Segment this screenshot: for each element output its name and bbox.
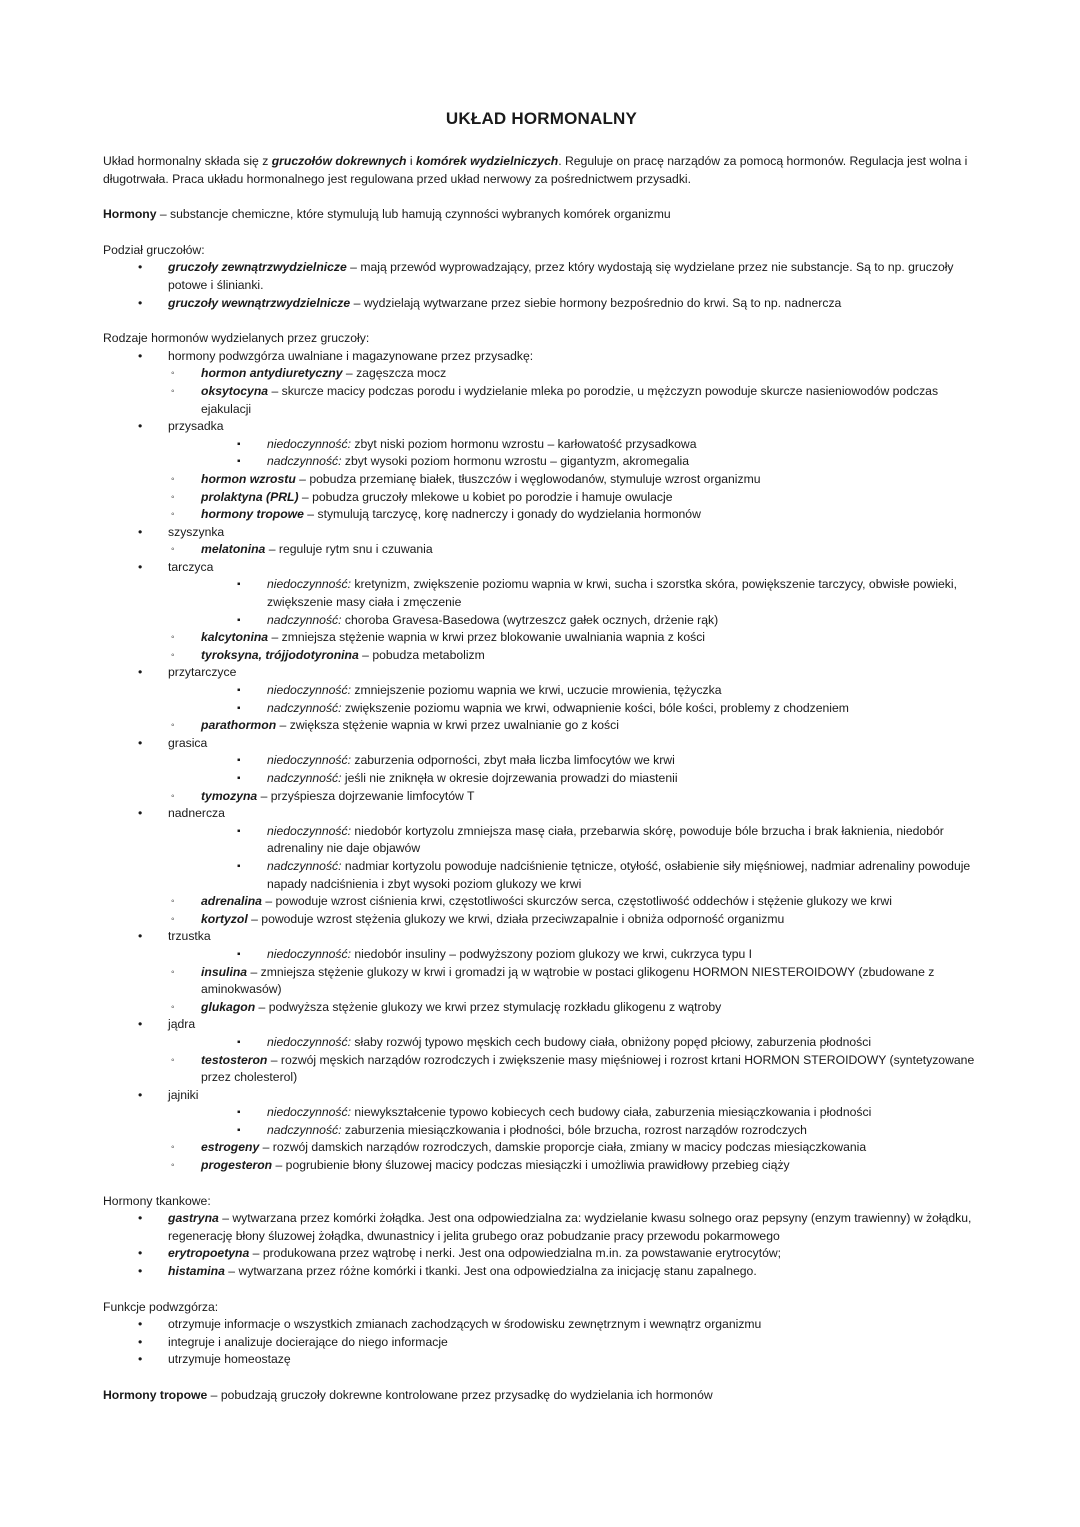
- dysfunction-list: [201, 1104, 980, 1139]
- item-term: testosteron: [201, 1052, 268, 1067]
- item-text: – powoduje wzrost ciśnienia krwi, częstotliwości skurczów serca, częstotliwość oddechów i stężenie glukozy we krwi: [261, 894, 892, 909]
- item-term: nadczynność:: [267, 454, 342, 469]
- item-term: niedoczynność:: [267, 436, 352, 451]
- gland-name: • przysadka: [168, 419, 224, 434]
- podwzgorze-list: [103, 1316, 980, 1369]
- podwzgorze-heading: Funkcje podwzgórza:: [103, 1299, 219, 1314]
- item-term: niedoczynność:: [267, 683, 352, 698]
- hormone-item: [136, 893, 980, 911]
- item-text: – wydzielają wytwarzane przez siebie hormony bezpośrednio do krwi. Są to np. nadnercza: [350, 295, 842, 310]
- item-text: zbyt wysoki poziom hormonu wzrostu – gigantyzm, akromegalia: [341, 454, 690, 469]
- dysfunction-list: [201, 752, 980, 787]
- dysfunction-item: [234, 770, 980, 788]
- hormone-item: [136, 383, 980, 418]
- item-text: kretynizm, zwiększenie poziomu wapnia w krwi, sucha i szorstka skóra, powiększenie tarczycy, obwisłe powieki, zwiększenie masy ciała i zmęczenie: [267, 577, 957, 610]
- dysfunction-group: [136, 946, 980, 964]
- item-term: niedoczynność:: [267, 823, 352, 838]
- tkankowe-heading: Hormony tkankowe:: [103, 1193, 211, 1208]
- item-text: – wytwarzana przez komórki żołądka. Jest ona odpowiedzialna za: wydzielanie kwasu solnego oraz pepsyny (enzym trawienny) w żołądku, regenerację błony śluzowej żołądka, dwunastnicy i jelita grubego oraz pobudzanie pracy przewodu pokarmowego: [168, 1211, 972, 1243]
- item-term: nadczynność:: [267, 771, 342, 785]
- gland-name: • szyszynka: [168, 524, 225, 539]
- item-term: gastryna: [168, 1211, 219, 1226]
- gland-item: [103, 559, 980, 665]
- gland-item: [103, 928, 980, 1016]
- item-text: – reguluje rytm snu i czuwania: [265, 542, 433, 557]
- hypothalamus-function-item: • otrzymuje informacje o wszystkich zmianach zachodzących w środowisku zewnętrznym i wewnątrz organizmu: [103, 1316, 980, 1334]
- hypothalamus-function-item: • integruje i analizuje docierające do niego informacje: [103, 1334, 980, 1352]
- hormone-item: [136, 506, 980, 524]
- dysfunction-item: [234, 453, 980, 471]
- hormone-item: [136, 999, 980, 1017]
- item-text: zbyt niski poziom hormonu wzrostu – karłowatość przysadkowa: [351, 436, 697, 451]
- item-text: jeśli nie zniknęła w okresie dojrzewania prowadzi do miastenii: [341, 771, 678, 785]
- gland-item: [103, 348, 980, 418]
- dysfunction-item: [234, 946, 980, 964]
- hormone-item: [136, 964, 980, 999]
- podzial-list: [103, 259, 980, 312]
- item-text: zwiększenie poziomu wapnia we krwi, odwapnienie kości, bóle kości, problemy z chodzeniem: [341, 700, 849, 715]
- dysfunction-item: [234, 576, 980, 611]
- gland-item: [103, 1016, 980, 1086]
- item-term: nadczynność:: [267, 612, 342, 627]
- item-text: – stymulują tarczycę, korę nadnerczy i gonady do wydzielania hormonów: [303, 507, 701, 522]
- hormone-item: [136, 629, 980, 647]
- definition-text: – pobudzają gruczoły dokrewne kontrolowane przez przysadkę do wydzielania ich hormonów: [207, 1388, 713, 1402]
- item-term: parathormon: [201, 718, 277, 733]
- item-text: – skurcze macicy podczas porodu i wydzielanie mleka po porodzie, u mężczyzn powoduje skurcze nasieniowodów podczas ejakulacji: [201, 383, 939, 416]
- item-term: glukagon: [201, 999, 256, 1014]
- item-term: estrogeny: [201, 1140, 260, 1155]
- item-term: hormony tropowe: [201, 507, 304, 522]
- item-term: nadczynność:: [267, 858, 342, 873]
- item-text: – zmniejsza stężenie glukozy w krwi i gromadzi ją w wątrobie w postaci glikogenu HORMON NIESTEROIDOWY (zbudowane z aminokwasów): [201, 964, 935, 997]
- dysfunction-group: [136, 1034, 980, 1052]
- dysfunction-group: [136, 752, 980, 787]
- intro-term: komórek wydzielniczych: [415, 154, 559, 168]
- intro-term: gruczołów dokrewnych: [271, 154, 407, 168]
- podzial-heading: Podział gruczołów:: [103, 242, 205, 257]
- dysfunction-item: [234, 1034, 980, 1052]
- dysfunction-item: [234, 1104, 980, 1122]
- item-term: kalcytonina: [201, 630, 269, 645]
- page-title: UKŁAD HORMONALNY: [445, 109, 638, 128]
- hormone-item: [136, 365, 980, 383]
- tissue-hormone-item: [103, 1263, 980, 1281]
- item-term: histamina: [168, 1264, 225, 1279]
- dysfunction-group: [136, 1104, 980, 1139]
- item-text: choroba Gravesa-Basedowa (wytrzeszcz gałek ocznych, drżenie rąk): [341, 612, 719, 627]
- hormone-item: [136, 911, 980, 929]
- item-text: – pogrubienie błony śluzowej macicy podczas miesiączki i umożliwia prawidłowy przebieg ciąży: [272, 1158, 790, 1173]
- definition-term: Hormony tropowe: [103, 1388, 208, 1402]
- item-text: niedobór insuliny – podwyższony poziom glukozy we krwi, cukrzyca typu I: [351, 946, 753, 961]
- hormone-item: [136, 647, 980, 665]
- item-term: tymozyna: [201, 788, 258, 803]
- item-term: progesteron: [201, 1158, 273, 1173]
- hormone-item: [136, 1052, 980, 1087]
- dysfunction-group: [136, 682, 980, 717]
- hormone-item: [136, 1139, 980, 1157]
- item-text: – pobudza metabolizm: [358, 647, 485, 662]
- item-text: niedobór kortyzolu zmniejsza masę ciała, przebarwia skórę, powoduje bóle brzucha i brak łaknienia, niedobór adrenaliny nie daje objawów: [267, 823, 944, 856]
- gland-details: [136, 752, 980, 805]
- gland-type-item: [103, 295, 980, 313]
- dysfunction-item: [234, 752, 980, 770]
- item-term: erytropoetyna: [168, 1246, 250, 1261]
- gland-details: [136, 682, 980, 735]
- item-text: – zmniejsza stężenie wapnia w krwi przez blokowanie uwalniania wapnia z kości: [268, 630, 705, 645]
- dysfunction-group: [136, 823, 980, 893]
- gland-name: • hormony podwzgórza uwalniane i magazynowane przez przysadkę:: [168, 348, 534, 363]
- item-text: – rozwój damskich narządów rozrodczych, damskie proporcje ciała, zmiany w macicy podczas miesiączkowania: [259, 1140, 867, 1155]
- item-text: – podwyższa stężenie glukozy we krwi przez stymulację rozkładu glikogenu z wątroby: [255, 999, 722, 1014]
- intro-text: . Reguluje on pracę narządów za pomocą hormonów. Regulacja jest wolna i długotrwała. Praca układu hormonalnego jest regulowana przed układ nerwowy za pośrednictwem przysadki.: [103, 154, 968, 186]
- item-text: – zwiększa stężenie wapnia w krwi przez uwalnianie go z kości: [276, 718, 619, 733]
- intro-paragraph: [103, 153, 980, 188]
- item-term: nadczynność:: [267, 1122, 342, 1137]
- gland-details: [136, 365, 980, 418]
- item-term: hormon wzrostu: [201, 471, 296, 486]
- dysfunction-group: [136, 436, 980, 471]
- gland-item: [103, 664, 980, 734]
- dysfunction-item: [234, 823, 980, 858]
- item-text: zmniejszenie poziomu wapnia we krwi, uczucie mrowienia, tężyczka: [351, 683, 722, 698]
- hormone-item: [136, 541, 980, 559]
- item-text: nadmiar kortyzolu powoduje nadciśnienie tętnicze, otyłość, osłabienie siły mięśniowej, nadmiar adrenaliny powoduje napady nadciśnienia i zbyt wysoki poziom glukozy we krwi: [267, 858, 971, 891]
- item-term: gruczoły wewnątrzwydzielnicze: [168, 295, 351, 310]
- gland-name: • jajniki: [168, 1087, 199, 1102]
- item-term: melatonina: [201, 542, 266, 557]
- tissue-hormone-item: [103, 1245, 980, 1263]
- item-text: zaburzenia odporności, zbyt mała liczba limfocytów we krwi: [351, 753, 675, 768]
- definition-term: Hormony: [103, 207, 157, 222]
- intro-text: i: [406, 154, 416, 168]
- intro-text: Układ hormonalny składa się z: [103, 154, 272, 168]
- tropowe-definition: [103, 1387, 980, 1405]
- item-text: niewykształcenie typowo kobiecych cech budowy ciała, zaburzenia miesiączkowania i płodności: [351, 1105, 872, 1120]
- item-term: oksytocyna: [201, 383, 269, 398]
- dysfunction-list: [201, 823, 980, 893]
- item-text: – przyśpiesza dojrzewanie limfocytów T: [257, 788, 475, 803]
- item-text: – pobudza gruczoły mlekowe u kobiet po porodzie i hamuje owulacje: [298, 489, 673, 504]
- item-term: prolaktyna (PRL): [201, 489, 299, 504]
- item-term: niedoczynność:: [267, 1034, 352, 1049]
- item-term: gruczoły zewnątrzwydzielnicze: [168, 260, 347, 275]
- gland-type-item: [103, 259, 980, 294]
- dysfunction-list: [201, 946, 980, 964]
- dysfunction-item: [234, 682, 980, 700]
- gland-details: [136, 541, 980, 559]
- definition-text: – substancje chemiczne, które stymulują lub hamują czynności wybranych komórek organizmu: [156, 207, 671, 222]
- item-term: niedoczynność:: [267, 1105, 352, 1120]
- tissue-hormone-item: [103, 1210, 980, 1245]
- dysfunction-list: [201, 1034, 980, 1052]
- gland-details: [136, 1034, 980, 1087]
- dysfunction-list: [201, 682, 980, 717]
- gland-details: [136, 946, 980, 1016]
- item-term: niedoczynność:: [267, 753, 352, 768]
- hypothalamus-function-item: • utrzymuje homeostazę: [103, 1351, 980, 1369]
- item-term: niedoczynność:: [267, 946, 352, 961]
- item-text: słaby rozwój typowo męskich cech budowy ciała, obniżony popęd płciowy, zaburzenia płodności: [351, 1034, 872, 1049]
- item-text: – powoduje wzrost stężenia glukozy we krwi, działa przeciwzapalnie i obniża odporność organizmu: [247, 911, 785, 926]
- dysfunction-item: [234, 700, 980, 718]
- tkankowe-list: [103, 1210, 980, 1280]
- item-term: insulina: [201, 964, 248, 979]
- item-text: – pobudza przemianę białek, tłuszczów i węglowodanów, stymuluje wzrost organizmu: [295, 471, 761, 486]
- glands-list: [103, 348, 980, 1175]
- item-term: niedoczynność:: [267, 577, 352, 592]
- gland-details: [136, 436, 980, 524]
- item-term: adrenalina: [201, 894, 262, 909]
- item-text: – wytwarzana przez różne komórki i tkanki. Jest ona odpowiedzialna za inicjację stanu zapalnego.: [224, 1264, 757, 1279]
- gland-name: • jądra: [168, 1017, 196, 1032]
- dysfunction-item: [234, 1122, 980, 1140]
- gland-name: • grasica: [168, 735, 208, 750]
- gland-details: [136, 823, 980, 929]
- hormone-item: [136, 788, 980, 806]
- hormone-item: [136, 471, 980, 489]
- item-text: – zagęszcza mocz: [342, 366, 447, 381]
- hormone-item: [136, 1157, 980, 1175]
- hormone-item: [136, 717, 980, 735]
- item-term: nadczynność:: [267, 700, 342, 715]
- item-text: – rozwój męskich narządów rozrodczych i zwiększenie masy mięśniowej i rozrost krtani HORMON STEROIDOWY (syntetyzowane przez cholesterol): [201, 1052, 975, 1085]
- gland-details: [136, 576, 980, 664]
- gland-name: • trzustka: [168, 929, 211, 944]
- item-term: tyroksyna, trójjodotyronina: [201, 647, 359, 662]
- hormony-definition: [103, 206, 980, 224]
- gland-name: • tarczyca: [168, 559, 214, 574]
- dysfunction-list: [201, 436, 980, 471]
- dysfunction-group: [136, 576, 980, 629]
- gland-details: [136, 1104, 980, 1174]
- gland-item: [103, 805, 980, 928]
- dysfunction-item: [234, 858, 980, 893]
- item-text: zaburzenia miesiączkowania i płodności, bóle brzucha, rozrost narządów rozrodczych: [341, 1122, 807, 1137]
- rodzaje-heading: Rodzaje hormonów wydzielanych przez gruczoły:: [103, 331, 370, 346]
- gland-name: • nadnercza: [168, 806, 225, 821]
- item-term: hormon antydiuretyczny: [201, 366, 343, 381]
- dysfunction-item: [234, 612, 980, 630]
- gland-item: [103, 524, 980, 559]
- gland-item: [103, 1087, 980, 1175]
- gland-name: • przytarczyce: [168, 665, 237, 680]
- hormone-item: [136, 489, 980, 507]
- dysfunction-item: [234, 436, 980, 454]
- item-term: kortyzol: [201, 911, 248, 926]
- gland-item: [103, 418, 980, 524]
- dysfunction-list: [201, 576, 980, 629]
- item-text: – mają przewód wyprowadzający, przez który wydostają się wydzielane przez nie substancje. Są to np. gruczoły potowe i ślinianki.: [168, 260, 954, 292]
- item-text: – produkowana przez wątrobę i nerki. Jest ona odpowiedzialna m.in. za powstawanie erytrocytów;: [249, 1246, 782, 1261]
- gland-item: [103, 735, 980, 805]
